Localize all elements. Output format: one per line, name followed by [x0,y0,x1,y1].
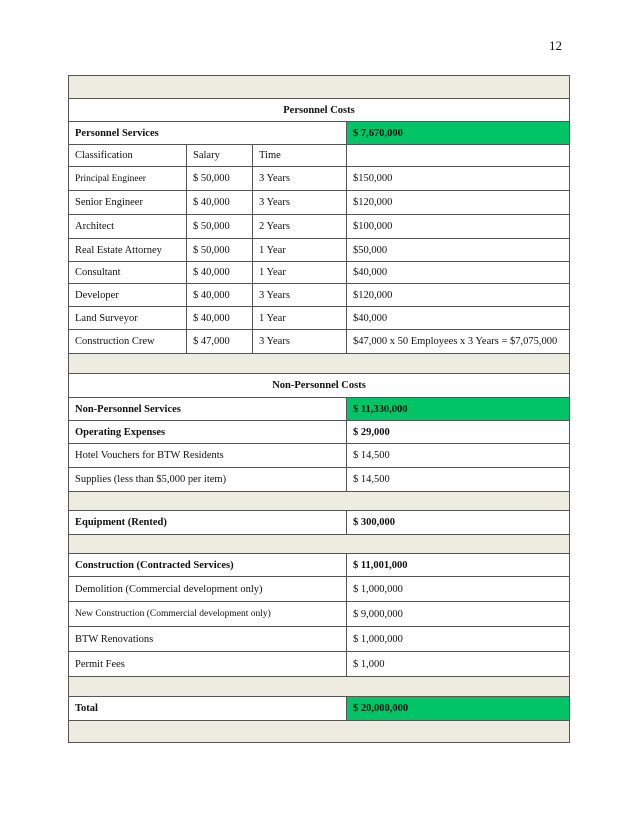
spacer-row [69,535,570,554]
construction-label: Construction (Contracted Services) [69,554,347,577]
equipment-row [69,511,570,535]
salary-cell: $ 40,000 [187,191,253,215]
equipment-total: $ 300,000 [347,511,570,535]
construction-item-label: New Construction (Commercial development only) [69,602,347,627]
salary-cell: $ 47,000 [187,330,253,354]
salary-cell: $ 50,000 [187,239,253,262]
table-row [69,330,570,354]
non-personnel-title: Non-Personnel Costs [69,374,570,398]
non-personnel-services-total: $ 11,330,000 [347,398,570,421]
table-row [69,215,570,239]
construction-total: $ 11,001,000 [347,554,570,577]
time-cell: 3 Years [253,284,347,307]
page-number: 12 [549,38,562,53]
table-row [69,468,570,492]
personnel-services-row [69,122,570,145]
non-personnel-services-row [69,398,570,421]
total-cell: $40,000 [347,307,570,330]
table-row [69,239,570,262]
table-row [69,284,570,307]
header-blank [347,145,570,167]
table-row [69,191,570,215]
table-row [69,577,570,602]
total-cell: $150,000 [347,167,570,191]
construction-item-label: Permit Fees [69,652,347,677]
spacer-row [69,677,570,697]
personnel-services-label: Personnel Services [69,122,347,145]
role-cell: Real Estate Attorney [69,239,187,262]
time-cell: 3 Years [253,167,347,191]
salary-cell: $ 50,000 [187,215,253,239]
expense-amount: $ 14,500 [347,468,570,492]
construction-item-amount: $ 9,000,000 [347,602,570,627]
grand-total-row [69,697,570,721]
total-cell: $47,000 x 50 Employees x 3 Years = $7,075,000 [347,330,570,354]
role-cell: Construction Crew [69,330,187,354]
role-cell: Developer [69,284,187,307]
total-cell: $40,000 [347,262,570,284]
spacer-row [69,721,570,743]
expense-label: Supplies (less than $5,000 per item) [69,468,347,492]
header-salary: Salary [187,145,253,167]
time-cell: 3 Years [253,191,347,215]
table-row [69,602,570,627]
non-personnel-services-label: Non-Personnel Services [69,398,347,421]
grand-total-label: Total [69,697,347,721]
salary-cell: $ 40,000 [187,262,253,284]
equipment-label: Equipment (Rented) [69,511,347,535]
total-cell: $120,000 [347,191,570,215]
personnel-title: Personnel Costs [69,99,570,122]
total-cell: $120,000 [347,284,570,307]
role-cell: Land Surveyor [69,307,187,330]
construction-row [69,554,570,577]
operating-expenses-label: Operating Expenses [69,421,347,444]
time-cell: 3 Years [253,330,347,354]
table-row [69,627,570,652]
salary-cell: $ 40,000 [187,284,253,307]
construction-item-amount: $ 1,000,000 [347,577,570,602]
header-classification: Classification [69,145,187,167]
total-cell: $100,000 [347,215,570,239]
time-cell: 2 Years [253,215,347,239]
operating-expenses-total: $ 29,000 [347,421,570,444]
construction-item-label: Demolition (Commercial development only) [69,577,347,602]
spacer-row [69,492,570,511]
personnel-header-row [69,145,570,167]
budget-table [68,75,570,743]
personnel-title-row [69,99,570,122]
total-cell: $50,000 [347,239,570,262]
operating-expenses-row [69,421,570,444]
construction-item-amount: $ 1,000 [347,652,570,677]
table-row [69,444,570,468]
role-cell: Principal Engineer [69,167,187,191]
expense-label: Hotel Vouchers for BTW Residents [69,444,347,468]
role-cell: Consultant [69,262,187,284]
table-row [69,167,570,191]
construction-item-label: BTW Renovations [69,627,347,652]
spacer-row [69,76,570,99]
time-cell: 1 Year [253,239,347,262]
table-row [69,262,570,284]
header-time: Time [253,145,347,167]
table-row [69,652,570,677]
time-cell: 1 Year [253,262,347,284]
expense-amount: $ 14,500 [347,444,570,468]
construction-item-amount: $ 1,000,000 [347,627,570,652]
grand-total-amount: $ 20,000,000 [347,697,570,721]
non-personnel-title-row [69,374,570,398]
personnel-services-total: $ 7,670,000 [347,122,570,145]
role-cell: Architect [69,215,187,239]
role-cell: Senior Engineer [69,191,187,215]
spacer-row [69,354,570,374]
table-row [69,307,570,330]
salary-cell: $ 40,000 [187,307,253,330]
salary-cell: $ 50,000 [187,167,253,191]
time-cell: 1 Year [253,307,347,330]
